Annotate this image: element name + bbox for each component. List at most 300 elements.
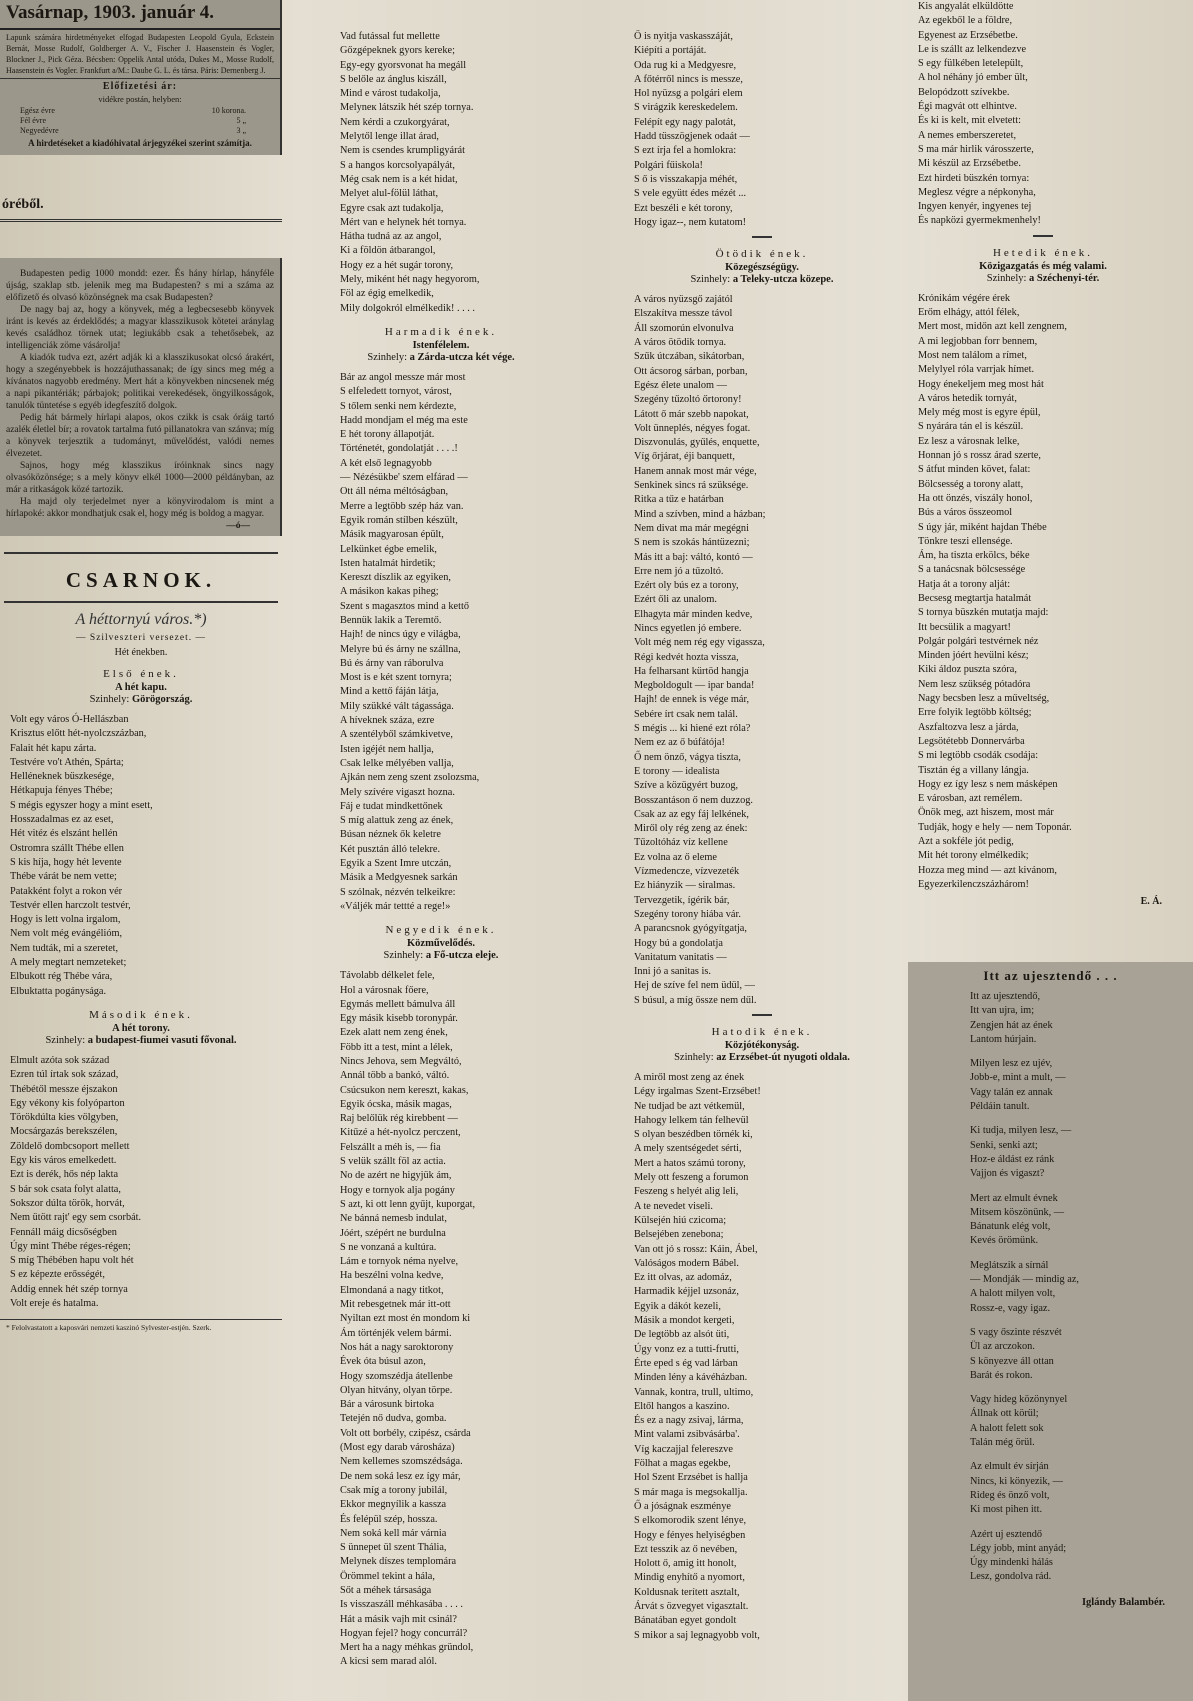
verse-line: Hajh! de nincs úgy e világba,: [340, 629, 461, 641]
canto-6: [624, 1026, 900, 1643]
verse-line: A város nyüzsgő zajától: [634, 294, 733, 306]
new-year-title: Itt az ujesztendő . . .: [983, 968, 1118, 983]
verse-line: Mindig enyhítő a nyomort,: [634, 1572, 745, 1584]
verse-line: Thébétől messze éjszakon: [10, 1083, 118, 1095]
stage-place: Görögország.: [131, 694, 193, 705]
verse-line: E városban, azt remélem.: [918, 793, 1023, 805]
stanza: [908, 1259, 1193, 1316]
verse-line: Honnan jó s rossz árad szerte,: [918, 450, 1041, 462]
verse-line: A halott milyen volt,: [970, 1288, 1056, 1300]
canto-5: [624, 248, 900, 1008]
verse-line: Nem kérdi a czukorgyárat,: [340, 116, 450, 128]
stanza: [908, 1124, 1193, 1181]
masthead-date: Vasárnap, 1903. január 4.: [0, 0, 280, 30]
verse-line: Itt van ujra, im;: [970, 1005, 1035, 1017]
canto-title: Istenfélelem.: [412, 339, 470, 351]
verse-line: Zengjen hát az ének: [970, 1019, 1053, 1031]
verse-line: Bánatunk elég volt,: [970, 1221, 1051, 1233]
verse-line: Az elmult év sírján: [970, 1461, 1049, 1473]
verse-line: És napközi gyermekmenhely!: [918, 215, 1041, 227]
verse-line: Kiki áldoz puszta szóra,: [918, 664, 1017, 676]
verse-line: Inni jó a sanitas is.: [634, 966, 711, 978]
verse-line: Fáj e tudat mindkettőnek: [340, 800, 443, 812]
verse-line: Ezek alatt nem zeng ének,: [340, 1027, 448, 1039]
verse-line: Örömmel tekint a hála,: [340, 1570, 435, 1582]
verse-line: Mért van e helynek hét tornya.: [340, 216, 467, 228]
prose-paragraph: Budapesten pedig 1000 mondd: ezer. És hány hírlap, hányféle újság, szaklap stb. jelenik meg ma Budapesten? s mi a száma az előfizető és olvasó közönségnek ma csak Budapesten?: [6, 269, 274, 303]
verse-line: Föl az égig emelkedik,: [340, 288, 434, 300]
verse-line: Erre nem jó a tűzoltó.: [634, 565, 724, 577]
canto-stage: [624, 274, 900, 285]
stanza-gap: [908, 1114, 1193, 1124]
verse-line: Csak az az egy fáj lelkének,: [634, 808, 749, 820]
verse-line: Ingyen kenyér, ingyenes tej: [918, 201, 1032, 213]
verse-lines: [624, 293, 900, 1008]
verse-line: Tűzoltóház víz kellene: [634, 837, 728, 849]
prose-paragraph: A kiadók tudva ezt, azért adják ki a klasszikusokat olcsó árakért, hogy a szegényebbek is hozzájuthassanak; de így sincs meg még a kívánatos nagyobb eredmény. Mert hát a könyvekben nincsenek még a napi pikantériák; párbajok; politikai verekedések, öngyilkosságok, tanulók tüntetése s egyéb idegfeszítő dolgok.: [6, 353, 274, 411]
verse-line: Szent s magasztos mind a kettő: [340, 600, 469, 612]
verse-line: Egy-egy gyorsvonat ha megáll: [340, 59, 467, 71]
verse-line: Két pusztán álló telekre.: [340, 843, 441, 855]
verse-line: Ezt beszéli e két torony,: [634, 202, 733, 214]
price-label: Fél évre: [20, 116, 46, 125]
stage-label: Szinhely:: [383, 950, 424, 962]
verse-line: S búsul, a míg össze nem dűl.: [634, 994, 757, 1006]
verse-line: Úgy mint Thébe réges-régen;: [10, 1240, 131, 1252]
verse-line: Nem kellemes szomszédsága.: [340, 1456, 463, 1468]
verse-lines: [624, 1071, 900, 1643]
verse-line: Nem is csendes krumpligyárát: [340, 145, 465, 157]
stanza-gap: [908, 1585, 1193, 1595]
stanza-gap: [908, 1249, 1193, 1259]
verse-line: A szentélyből számkivetve,: [340, 729, 453, 741]
verse-line: Ha felharsant kürtöd hangja: [634, 665, 749, 677]
verse-line: Elmondaná a nagy titkot,: [340, 1284, 444, 1296]
canto-title: A hét kapu.: [115, 682, 167, 693]
column-1: [0, 0, 282, 1701]
verse-line: S tőlem senki nem kérdezte,: [340, 400, 457, 412]
verse-line: Melylyel róla varrjak hímet.: [918, 364, 1035, 376]
verse-line: Egy vékony kis folyóparton: [10, 1097, 125, 1109]
verse-line: A mi legjobban forr bennem,: [918, 335, 1038, 347]
canto-number: Első ének.: [103, 668, 179, 680]
divider: [752, 236, 772, 238]
canto-4: [330, 924, 552, 1670]
verse-line: Oda rug ki a Medgyesre,: [634, 59, 737, 71]
verse-line: Jobb-e, mint a mult, —: [970, 1072, 1066, 1084]
divider: [752, 1014, 772, 1016]
verse-line: Légy irgalmas Szent-Erzsébet!: [634, 1086, 761, 1098]
verse-line: A két első legnagyobb: [340, 457, 432, 469]
verse-line: Krisztus előtt hét-nyolczszázban,: [10, 728, 147, 740]
verse-line: Legsötétebb Donnervárba: [918, 735, 1025, 747]
verse-line: Megboldogult — ipar banda!: [634, 680, 755, 692]
verse-line: Mind e várost tudakolja,: [340, 88, 441, 100]
verse-line: S ünnepet ül szent Thália,: [340, 1542, 447, 1554]
verse-line: Egyenest az Erzsébetbe.: [918, 29, 1018, 41]
verse-line: Áll szomorún elvonulva: [634, 322, 734, 334]
verse-line: Ül az arczokon.: [970, 1341, 1035, 1353]
stage-place: a Teleky-utcza közepe.: [732, 274, 834, 286]
verse-line: A város hetedik tornyát,: [918, 392, 1017, 404]
verse-line: Ritka a tűz e határban: [634, 494, 724, 506]
verse-line: Elbukott rég Thébe vára,: [10, 971, 113, 983]
verse-line: Ne tudjad be azt vétkemül,: [634, 1100, 745, 1112]
canto-stage: [330, 352, 552, 363]
verse-line: Gőzgépeknek gyors kereke;: [340, 45, 455, 57]
verse-line: Meglesz végre a népkonyha,: [918, 186, 1036, 198]
verse-line: Azt a sokféle jót pedig,: [918, 836, 1014, 848]
verse-line: S úgy jár, miként hajdan Thébe: [918, 521, 1047, 533]
verse-line: Melyneк látszik hét szép tornya.: [340, 102, 474, 114]
price-list: [0, 106, 280, 136]
verse-line: Volt ünneplés, négyes fogat.: [634, 422, 751, 434]
verse-line: Volt egy város Ó-Hellászban: [10, 714, 129, 725]
verse-line: Víg őrjárat, éji banquett,: [634, 451, 735, 463]
verse-line: Senkinek sincs rá szüksége.: [634, 480, 749, 492]
verse-line: S vele együtt édes mézét ...: [634, 188, 747, 200]
verse-line: Érte eped s ég vad lárban: [634, 1357, 738, 1369]
verse-line: Hahogy lelkem tán felhevül: [634, 1114, 749, 1126]
verse-line: Búsan néznek ők keletre: [340, 829, 441, 841]
verse-line: Egyik a dákót kezeli,: [634, 1300, 721, 1312]
verse-line: A híveknek száza, ezre: [340, 715, 435, 727]
section-rule: [4, 552, 278, 554]
verse-line: Meglátszik a sírnál: [970, 1259, 1049, 1271]
verse-line: No de azért ne higyjük ám,: [340, 1170, 452, 1182]
column-4: [908, 0, 1178, 960]
verse-line: A parancsnok gyógyítgatja,: [634, 923, 747, 935]
verse-line: Miről oly rég zeng az ének:: [634, 823, 748, 835]
verse-line: S ez képezte erősségét,: [10, 1269, 105, 1281]
new-year-poem: [908, 962, 1193, 1701]
verse-line: Hajh! de ennek is vége már,: [634, 694, 750, 706]
verse-line: Egyik román stílben készült,: [340, 514, 458, 526]
verse-line: Thébe várát be nem vette;: [10, 871, 117, 883]
verse-line: S azt, ki ott lenn gyűjt, kuporgat,: [340, 1198, 476, 1210]
canto-number: Második ének.: [89, 1008, 193, 1021]
verse-line: Tisztán ég a villany lángja.: [918, 764, 1029, 776]
canto-number: Ötödik ének.: [715, 248, 809, 261]
verse-line: Egyre csak azt tudakolja,: [340, 202, 444, 214]
verse-line: Ezért oly bús ez a torony,: [634, 580, 739, 592]
verse-line: E hét torony állapotját.: [340, 429, 435, 441]
verse-line: Nem soká kell már várnia: [340, 1527, 447, 1539]
verse-line: Vagy hideg közönynyel: [970, 1394, 1068, 1406]
verse-line: Feszeng s helyét alig leli,: [634, 1186, 739, 1198]
verse-line: S elkomorodik szent lénye,: [634, 1515, 747, 1527]
verse-line: Van ott jó s rossz: Káin, Ábel,: [634, 1243, 758, 1255]
verse-line: Víg kaczajjal felereszve: [634, 1443, 733, 1455]
price-value: 10 korona.: [211, 106, 246, 115]
masthead-box: [0, 0, 282, 155]
verse-line: Hogy énekeljem meg most hát: [918, 378, 1044, 390]
verse-lines: [908, 0, 1178, 229]
verse-line: Ezt hirdeti büszkén tornya:: [918, 172, 1030, 184]
verse-line: Szűk útczában, sikátorban,: [634, 351, 745, 363]
verse-line: Külsején hiú czicoma;: [634, 1214, 727, 1226]
verse-line: Távolabb délkelet fele,: [340, 970, 435, 982]
verse-line: Holott ő, amig itt honolt,: [634, 1558, 737, 1570]
verse-line: Nem divat ma már megégni: [634, 522, 749, 534]
verse-line: A hol néhány jó ember ült,: [918, 72, 1028, 84]
verse-lines: [624, 30, 900, 230]
stage-place: a budapest-fiumei vasuti fővonal.: [87, 1034, 237, 1046]
verse-line: Valóságos modern Bábel.: [634, 1257, 739, 1269]
verse-line: Isten hatalmát hirdetik;: [340, 557, 436, 569]
stage-label: Szinhely:: [986, 272, 1027, 284]
verse-line: S ezt írja fel a homlokra:: [634, 145, 737, 157]
verse-line: Ám történjék velem bármi.: [340, 1327, 452, 1339]
canto-title: Közjótékonyság.: [724, 1040, 800, 1051]
verse-line: Nem lesz szükség pótadóra: [918, 678, 1031, 690]
verse-line: E torony — idealista: [634, 765, 720, 777]
verse-line: A mely szentségedet sérti,: [634, 1143, 742, 1155]
verse-line: S mégis ... ki hiené ezt róla?: [634, 723, 751, 735]
verse-line: Sőt a méhek társasága: [340, 1584, 432, 1596]
verse-line: A halott felett sok: [970, 1422, 1044, 1434]
stanza: [908, 1057, 1193, 1114]
verse-line: Nincs egyetlen jó embere.: [634, 622, 742, 634]
price-row: [0, 106, 280, 116]
verse-line: Patakként folyt a rokon vér: [10, 885, 123, 897]
stanza-gap: [908, 1518, 1193, 1528]
verse-line: Lesz, gondolva rád.: [970, 1571, 1052, 1583]
verse-line: Felszállt a méh is, — fia: [340, 1141, 441, 1153]
verse-line: Sokszor dúlta török, horvát,: [10, 1197, 125, 1209]
verse-line: Hol nyüzsg a polgári elem: [634, 88, 743, 100]
price-label: Negyedévre: [20, 126, 59, 135]
verse-line: Hol Szent Erzsébet is hallja: [634, 1472, 748, 1484]
verse-line: Vízmedencze, vízvezeték: [634, 866, 740, 878]
verse-line: Mely még most is egyre épül,: [918, 407, 1041, 419]
verse-line: S bár sok csata folyt alatta,: [10, 1183, 121, 1195]
section-rule-2: [4, 601, 278, 603]
stanza: [908, 1192, 1193, 1249]
verse-line: Hanem annak most már vége,: [634, 465, 757, 477]
section-title: CSARNOK.: [65, 568, 217, 592]
verse-line: Szegény torony hiába vár.: [634, 908, 741, 920]
verse-line: Ostromra szállt Thébe ellen: [10, 842, 124, 854]
ads-price-note: A hirdetéseket a kiadóhivatal árjegyzékei szerint számítja.: [28, 138, 252, 148]
verse-line: Hoz-e áldást ez ránk: [970, 1153, 1055, 1165]
verse-line: A főtérről nincs is messze,: [634, 73, 743, 85]
verse-line: Árvát s özvegyet vigasztalt.: [634, 1600, 749, 1612]
verse-line: Lantom húrjain.: [970, 1033, 1037, 1045]
verse-line: Egyik a Szent Imre utczán,: [340, 858, 452, 870]
canto-1: [0, 668, 282, 999]
verse-line: Kevés örömünk.: [970, 1235, 1039, 1247]
new-year-signature: Iglándy Balambér.: [1081, 1596, 1165, 1608]
verse-line: Felépít egy nagy palotát,: [634, 116, 736, 128]
verse-line: Régi kedvét hozta vissza,: [634, 651, 739, 663]
verse-line: Sebére írt csak nem talál.: [634, 708, 738, 720]
canto-title: Közegészségügy.: [725, 262, 799, 274]
canto-number: Negyedik ének.: [385, 924, 497, 937]
verse-line: Önök meg, azt hiszem, most már: [918, 807, 1054, 819]
poem-subtitle: — Szilveszteri versezet. —: [76, 633, 206, 643]
verse-line: Nem tudták, mi a szeretet,: [10, 942, 119, 954]
verse-line: Hogy igaz--, nem kutatom!: [634, 216, 747, 228]
stanza-gap: [908, 1316, 1193, 1326]
verse-line: Példáin tanult.: [970, 1101, 1030, 1113]
canto-number: Hatodik ének.: [711, 1026, 813, 1038]
prose-article: [0, 258, 282, 536]
verse-line: Bennük lakik a Teremtő.: [340, 614, 442, 626]
verse-line: Kitűzé a hét-nyolcz perczent,: [340, 1127, 461, 1139]
verse-line: Szíve a közügyért buzog,: [634, 780, 739, 792]
verse-line: Nincs Jehova, sem Megváltó,: [340, 1056, 462, 1067]
verse-line: Állnak ott körül;: [970, 1408, 1039, 1420]
canto-title: Közigazgatás és még valami.: [979, 260, 1107, 272]
prose-paragraph: Sajnos, hogy még klasszikus íróinknak sincs nagy olvasóközönsége; s a mely könyv elkél 1000—2000 példányban, az már a ritkaságok közé tartozik.: [6, 461, 274, 495]
verse-line: Ő nem önző, vágya tiszta,: [634, 751, 741, 763]
verse-lines: [330, 969, 552, 1670]
verse-line: Ne bánná nemesb indulat,: [340, 1213, 447, 1225]
verse-line: Erőm elhágy, attól félek,: [918, 307, 1020, 319]
verse-line: Koldusnak terített asztalt,: [634, 1586, 740, 1598]
verse-line: Lelkünket égbe emelik,: [340, 543, 437, 555]
verse-line: Nem ez az ő búfátója!: [634, 737, 725, 749]
poem-signature: E. Á.: [1140, 896, 1162, 908]
verse-line: Nem volt még evángélióm,: [10, 928, 123, 940]
verse-line: Kereszt díszlik az egyiken,: [340, 572, 451, 584]
verse-line: Másik magyarosan épült,: [340, 529, 444, 541]
verse-line: Ki a földön átbarangol,: [340, 245, 436, 257]
canto-stage: [908, 273, 1178, 284]
verse-line: De legtöbb az alsót üti,: [634, 1329, 730, 1341]
price-row: [0, 116, 280, 126]
verse-line: Ez itt olvas, az adomáz,: [634, 1272, 732, 1284]
verse-line: A város ötödik tornya.: [634, 337, 727, 349]
continued-tail: óréből.: [0, 191, 282, 222]
verse-line: Testvére vo't Athén, Spárta;: [10, 756, 124, 768]
verse-line: Ez hiányzik — siralmas.: [634, 880, 736, 892]
verse-line: Hét vitéz és elszánt hellén: [10, 828, 118, 840]
verse-line: Most nem találom a rímet,: [918, 349, 1027, 361]
verse-line: Zöldelő dombcsoport mellett: [10, 1140, 130, 1152]
verse-line: Raj belőlük rég kirebbent —: [340, 1113, 458, 1125]
price-row: [0, 126, 280, 136]
verse-line: S egy fülkében letelepült,: [918, 58, 1024, 70]
verse-line: És felépül szép, hossza.: [340, 1513, 438, 1525]
canto-stage: [0, 1035, 282, 1046]
new-year-stanzas: [908, 990, 1193, 1595]
verse-line: Ha beszélni volna kedve,: [340, 1270, 444, 1282]
verse-line: S mi legtöbb csodák csodája:: [918, 750, 1039, 762]
verse-line: Bosszantáson ő nem duzzog.: [634, 794, 753, 806]
verse-line: Ezért őli az unalom.: [634, 594, 717, 606]
verse-line: Eltől hangos a kaszino.: [634, 1400, 730, 1412]
verse-line: Minden lény a kávéházban.: [634, 1372, 748, 1384]
stage-place: a Széchenyi-tér.: [1029, 272, 1100, 284]
verse-line: Jóért, szépért ne burdulna: [340, 1227, 446, 1239]
verse-line: Hogy bú a gondolatja: [634, 937, 723, 949]
canto-stage: [0, 694, 282, 705]
stage-label: Szinhely:: [367, 351, 408, 363]
verse-line: Mert ha a nagy méhkas gründol,: [340, 1642, 474, 1654]
verse-line: Másik a Medgyesnek sarkán: [340, 872, 458, 884]
poem-kicker: Hét énekben.: [114, 647, 168, 658]
verse-line: Tudják, hogy e hely — nem Toponár.: [918, 821, 1072, 833]
verse-line: Vad futással fut mellette: [340, 31, 440, 42]
verse-line: Mely szívére vigaszt hozna.: [340, 786, 455, 798]
stanza: [908, 1393, 1193, 1450]
verse-line: És ki is kelt, mit elvetett:: [918, 115, 1021, 127]
verse-line: Mert az elmult évnek: [970, 1192, 1058, 1204]
verse-lines: [908, 292, 1178, 892]
verse-line: Ezren túl írtak sok század,: [10, 1069, 119, 1081]
verse-line: S kis híja, hogy hét levente: [10, 856, 122, 868]
verse-line: Melynek díszes templomára: [340, 1556, 457, 1568]
stage-label: Szinhely:: [45, 1034, 86, 1046]
verse-line: Ott áll néma méltóságban,: [340, 486, 449, 498]
canto-stage: [330, 950, 552, 961]
stanza-gap: [908, 1182, 1193, 1192]
prose-signature: —ó—: [226, 521, 250, 531]
verse-line: Úgy vonz ez a tutti-frutti,: [634, 1343, 739, 1355]
verse-line: Annál több a bankó, váltó.: [340, 1070, 450, 1082]
verse-line: Krónikám végére érek: [918, 292, 1011, 304]
stanza: [908, 1528, 1193, 1585]
verse-line: Hátha tudná az az angol,: [340, 231, 442, 243]
verse-line: Talán még örül.: [970, 1437, 1035, 1449]
stage-label: Szinhely:: [89, 694, 130, 705]
verse-line: Hogyan fejel? hogy concurrál?: [340, 1627, 468, 1639]
verse-line: Mind a szívben, mind a házban;: [634, 508, 766, 520]
verse-line: Évek óta búsul azon,: [340, 1356, 426, 1368]
stanza-gap: [908, 1450, 1193, 1460]
verse-line: Mily dolgokról elmélkedik! . . . .: [340, 302, 475, 314]
verse-line: Helléneknek büszkesége,: [10, 771, 115, 783]
verse-line: A másikon kakas piheg;: [340, 586, 439, 598]
verse-line: Harmadik kéjjel uzsonáz,: [634, 1286, 739, 1298]
verse-line: Belopódzott szívekbe.: [918, 86, 1010, 98]
verse-line: Minden jóért hevülni kész;: [918, 650, 1029, 662]
verse-line: Nos hát a nagy saroktorony: [340, 1341, 454, 1353]
verse-line: Vannak, kontra, trull, ultimo,: [634, 1386, 754, 1398]
verse-line: Egyik ócska, másik magas,: [340, 1098, 452, 1110]
verse-line: Még csak nem is a két hidat,: [340, 173, 458, 185]
verse-line: Hogy szomszédja átellenbe: [340, 1370, 453, 1382]
verse-line: Itt az ujesztendő,: [970, 991, 1041, 1002]
column-2: [330, 30, 552, 1701]
verse-line: Törökdúlta kies völgyben,: [10, 1112, 119, 1124]
verse-line: Volt még nem rég egy vigassza,: [634, 637, 765, 649]
verse-line: Is visszaszáll méhkasába . . . .: [340, 1599, 463, 1611]
verse-line: S átfut minden követ, falat:: [918, 464, 1031, 476]
canto-title: A hét torony.: [112, 1022, 170, 1034]
verse-line: Ajkán nem zeng szent zsolozsma,: [340, 772, 480, 784]
verse-line: Fennáll máig dicsőségben: [10, 1226, 117, 1238]
verse-line: S nyárára tán el is készül.: [918, 421, 1024, 433]
verse-line: Merre a legtöbb szép ház van.: [340, 500, 464, 512]
canto-number: Harmadik ének.: [384, 325, 498, 338]
verse-line: Mily szükké vált tágassága.: [340, 700, 454, 712]
verse-line: S elfeledett tornyot, várost,: [340, 386, 452, 398]
verse-line: Hogy ez így lesz s nem másképen: [918, 778, 1058, 790]
verse-line: Tetején nő dudva, gomba.: [340, 1413, 447, 1425]
verse-line: Tönkre teszi ellensége.: [918, 535, 1013, 547]
price-label: Egész évre: [20, 106, 55, 115]
verse-line: Ezt tesszik az ő nevében,: [634, 1543, 738, 1555]
verse-line: Ki tudja, milyen lesz, —: [970, 1125, 1072, 1137]
verse-line: Volt ereje és hatalma.: [10, 1297, 99, 1309]
verse-line: Mit hét torony elmélkedik;: [918, 850, 1029, 862]
divider: [1033, 235, 1053, 237]
verse-lines: [0, 713, 282, 999]
verse-line: Barát és rokon.: [970, 1369, 1033, 1381]
